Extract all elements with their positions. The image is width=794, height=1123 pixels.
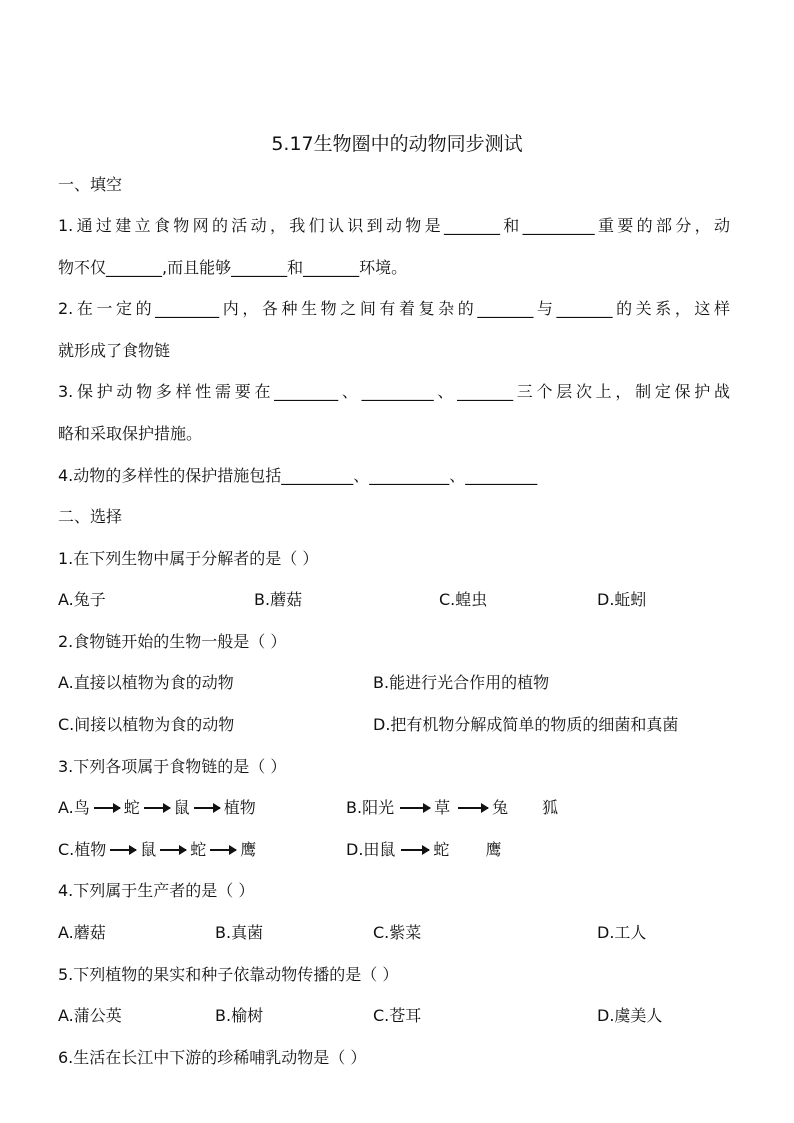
- choice-question-5-stem: 5.下列植物的果实和种子依靠动物传播的是（ ）: [58, 965, 399, 984]
- chain-item: 蛇: [123, 798, 140, 817]
- choice-3-option-a: [58, 797, 256, 819]
- choice-question-1-stem: 1.在下列生物中属于分解者的是（ ）: [58, 549, 319, 568]
- question-3-line-2: 略和采取保护措施。: [58, 424, 203, 443]
- choice-5-option-c: C.苍耳: [373, 1006, 422, 1025]
- question-1-line-1: 1.通过建立食物网的活动，我们认识到动物是_______和_________重要的部分，动: [58, 216, 730, 235]
- choice-2-option-b: B.能进行光合作用的植物: [373, 673, 550, 692]
- choice-5-option-b: B.榆树: [215, 1006, 264, 1025]
- arrow-icon: [458, 807, 488, 809]
- choice-4-option-c: C.紫菜: [373, 923, 422, 942]
- chain-item: A.鸟: [58, 798, 90, 817]
- choice-2-option-d: D.把有机物分解成简单的物质的细菌和真菌: [373, 715, 679, 734]
- chain-item: 植物: [223, 798, 256, 817]
- choice-1-option-b: B.蘑菇: [254, 590, 303, 609]
- section-heading-fill-blank: 一、填空: [58, 175, 123, 194]
- choice-3-option-c: [58, 839, 256, 861]
- arrow-icon: [144, 807, 170, 809]
- arrow-icon: [94, 807, 120, 809]
- arrow-icon: [110, 849, 136, 851]
- section-heading-choice: 二、选择: [58, 507, 123, 526]
- chain-item: 鼠: [140, 840, 157, 859]
- question-3-line-1: 3.保护动物多样性需要在________、_________、_______三个层次上，制定保护战: [58, 382, 730, 401]
- chain-item: 蛇: [433, 840, 450, 859]
- choice-5-option-d: D.虞美人: [597, 1006, 663, 1025]
- choice-4-option-b: B.真菌: [215, 923, 264, 942]
- question-4-line-1: 4.动物的多样性的保护措施包括_________、__________、_________: [58, 466, 538, 485]
- chain-item: B.阳光: [346, 798, 395, 817]
- choice-4-option-a: A.蘑菇: [58, 923, 106, 942]
- choice-3-option-b: [346, 797, 558, 819]
- chain-item: 鹰: [485, 840, 502, 859]
- question-2-line-2: 就形成了食物链: [58, 341, 171, 360]
- choice-5-option-a: A.蒲公英: [58, 1006, 122, 1025]
- chain-item: 蛇: [190, 840, 207, 859]
- choice-question-2-stem: 2.食物链开始的生物一般是（ ）: [58, 632, 287, 651]
- choice-3-option-d: [346, 839, 501, 861]
- chain-item: 鹰: [240, 840, 257, 859]
- choice-2-option-a: A.直接以植物为食的动物: [58, 673, 234, 692]
- choice-4-option-d: D.工人: [597, 923, 647, 942]
- arrow-icon: [160, 849, 186, 851]
- page-title: 5.17生物圈中的动物同步测试: [271, 133, 523, 155]
- arrow-icon: [210, 849, 236, 851]
- arrow-icon: [401, 849, 429, 851]
- choice-question-4-stem: 4.下列属于生产者的是（ ）: [58, 881, 255, 900]
- arrow-icon: [400, 807, 430, 809]
- arrow-icon: [194, 807, 220, 809]
- question-2-line-1: 2.在一定的________内，各种生物之间有着复杂的_______与_______的关系，这样: [58, 299, 730, 318]
- choice-1-option-d: D.蚯蚓: [597, 590, 647, 609]
- question-1-line-2: 物不仅_______,而且能够_______和_______环境。: [58, 258, 408, 277]
- choice-question-3-stem: 3.下列各项属于食物链的是（ ）: [58, 757, 287, 776]
- choice-1-option-a: A.兔子: [58, 590, 106, 609]
- choice-2-option-c: C.间接以植物为食的动物: [58, 715, 235, 734]
- chain-item: 兔: [492, 798, 509, 817]
- chain-item: C.植物: [58, 840, 107, 859]
- chain-item: 狐: [542, 798, 559, 817]
- choice-1-option-c: C.蝗虫: [439, 590, 488, 609]
- chain-item: 草: [434, 798, 451, 817]
- chain-item: D.田鼠: [346, 840, 396, 859]
- chain-item: 鼠: [173, 798, 190, 817]
- choice-question-6-stem: 6.生活在长江中下游的珍稀哺乳动物是（ ）: [58, 1048, 367, 1067]
